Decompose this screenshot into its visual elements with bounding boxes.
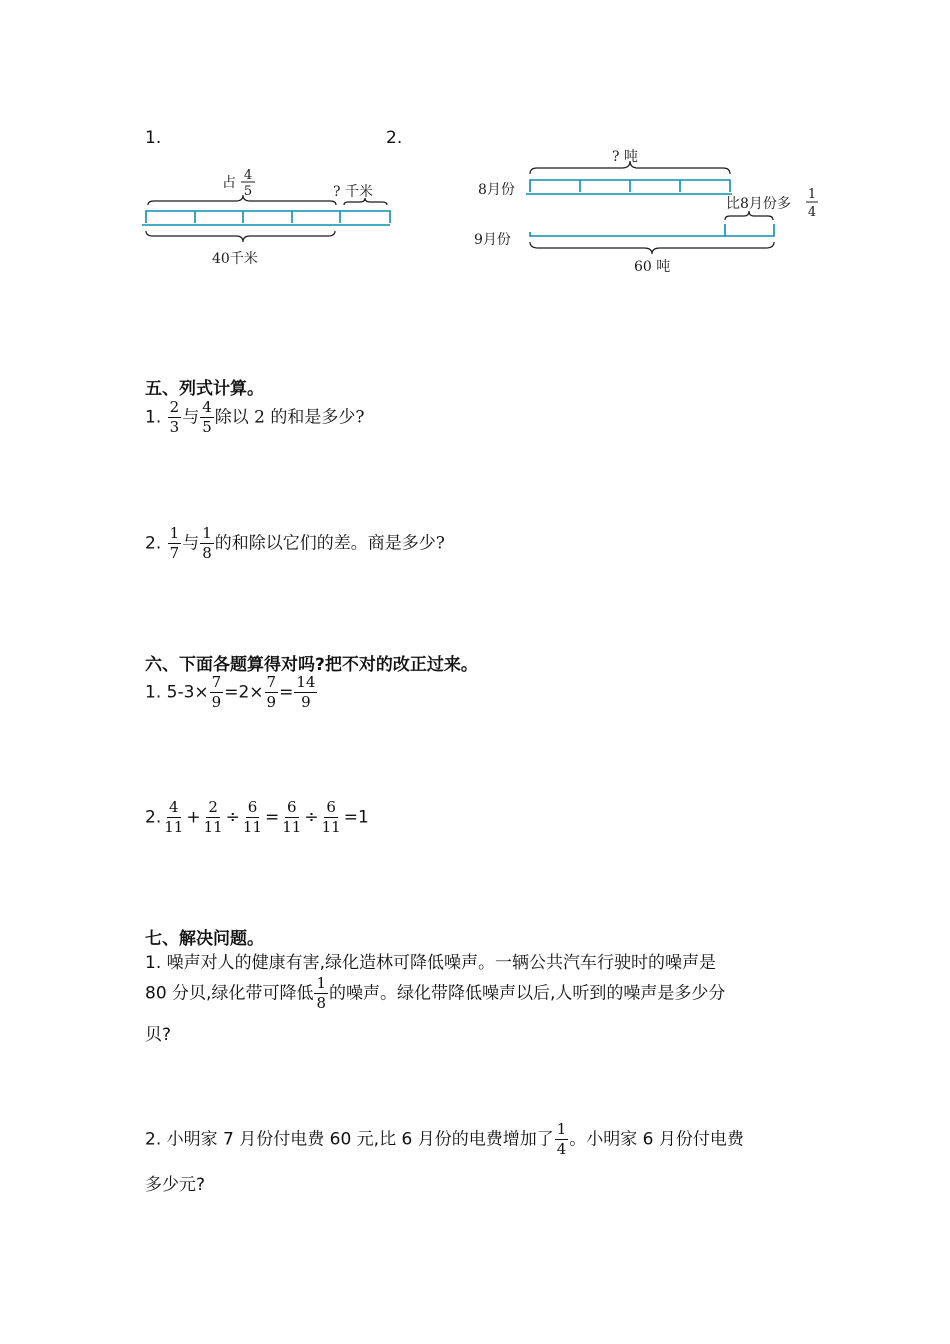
section7-question2-line1: 2. 小明家 7 月份付电费 60 元,比 6 月份的电费增加了 $\frac{1}{4}$ 。小明家 6 月份付电费	[145, 1120, 744, 1158]
diagram1-frac-den: 5	[243, 184, 253, 199]
brace-total	[146, 231, 335, 242]
fraction: $\frac{6}{11}$	[282, 798, 302, 836]
diagram2-total: 60 吨	[634, 259, 671, 275]
fraction: $\frac{1}{8}$	[316, 974, 326, 1012]
fraction: $\frac{4}{11}$	[164, 798, 184, 836]
line-diagram-tons	[470, 140, 830, 280]
diagram2-september-label: 9月份	[474, 232, 511, 248]
diagram1-question: ? 千米	[333, 184, 373, 200]
diagram1-total: 40千米	[212, 251, 258, 267]
fraction: $\frac{2}{3}$	[169, 398, 180, 436]
segment-bar-september	[530, 224, 774, 236]
section7-question1-line2: 80 分贝,绿化带可降低 $\frac{1}{8}$ 的噪声。绿化带降低噪声以后,人听到的噪声是多少分	[145, 974, 726, 1012]
section7-question1-line1: 1. 噪声对人的健康有害,绿化造林可降低噪声。一辆公共汽车行驶时的噪声是	[145, 953, 717, 973]
fraction: $\frac{6}{11}$	[321, 798, 341, 836]
fraction: $\frac{7}{9}$	[211, 673, 222, 711]
line-diagram-distance	[140, 165, 400, 275]
diagram2-frac-num: 1	[807, 187, 817, 202]
section6-question2: 2. $\frac{4}{11}$ + $\frac{2}{11}$ ÷ $\frac{6}{11}$ = $\frac{6}{11}$ ÷ $\frac{6}{11}$ =1	[145, 798, 369, 836]
fraction: $\frac{6}{11}$	[242, 798, 263, 836]
section5-question2: 2. $\frac{1}{7}$ 与 $\frac{1}{8}$ 的和除以它们的差。商是多少?	[145, 524, 445, 562]
diagram2-question: ? 吨	[612, 149, 638, 165]
brace-top-part	[148, 195, 336, 205]
diagram2-number: 2.	[386, 128, 403, 148]
fraction: $\frac{4}{5}$	[202, 398, 212, 436]
fraction: $\frac{1}{8}$	[202, 524, 212, 562]
fraction: $\frac{2}{11}$	[203, 798, 223, 836]
fraction: $\frac{7}{9}$	[266, 673, 277, 711]
section7-heading: 七、解决问题。	[145, 929, 264, 949]
section6-heading: 六、下面各题算得对吗?把不对的改正过来。	[145, 655, 478, 675]
diagram2-frac-den: 4	[807, 205, 817, 220]
fraction: $\frac{1}{7}$	[169, 524, 180, 562]
diagram2-extra-prefix: 比8月份多	[726, 196, 791, 212]
section7-question1-line3: 贝?	[145, 1025, 172, 1045]
section6-question1: 1. 5-3× $\frac{7}{9}$ =2× $\frac{7}{9}$ = $\frac{14}{9}$	[145, 673, 316, 711]
brace-september	[530, 242, 774, 254]
section5-heading: 五、列式计算。	[145, 379, 264, 399]
section5-question1: 1. $\frac{2}{3}$ 与 $\frac{4}{5}$ 除以 2 的和是多少?	[145, 398, 365, 436]
diagram1-frac-num: 4	[243, 168, 253, 183]
diagram2-august-label: 8月份	[478, 182, 515, 198]
brace-extra	[725, 211, 773, 220]
diagram1-number: 1.	[145, 128, 162, 148]
fraction: $\frac{14}{9}$	[296, 673, 316, 711]
diagram1-part-prefix: 占	[222, 175, 236, 191]
fraction: $\frac{1}{4}$	[556, 1120, 567, 1158]
segment-bar-remaining	[340, 211, 390, 223]
section7-question2-line2: 多少元?	[145, 1175, 206, 1195]
